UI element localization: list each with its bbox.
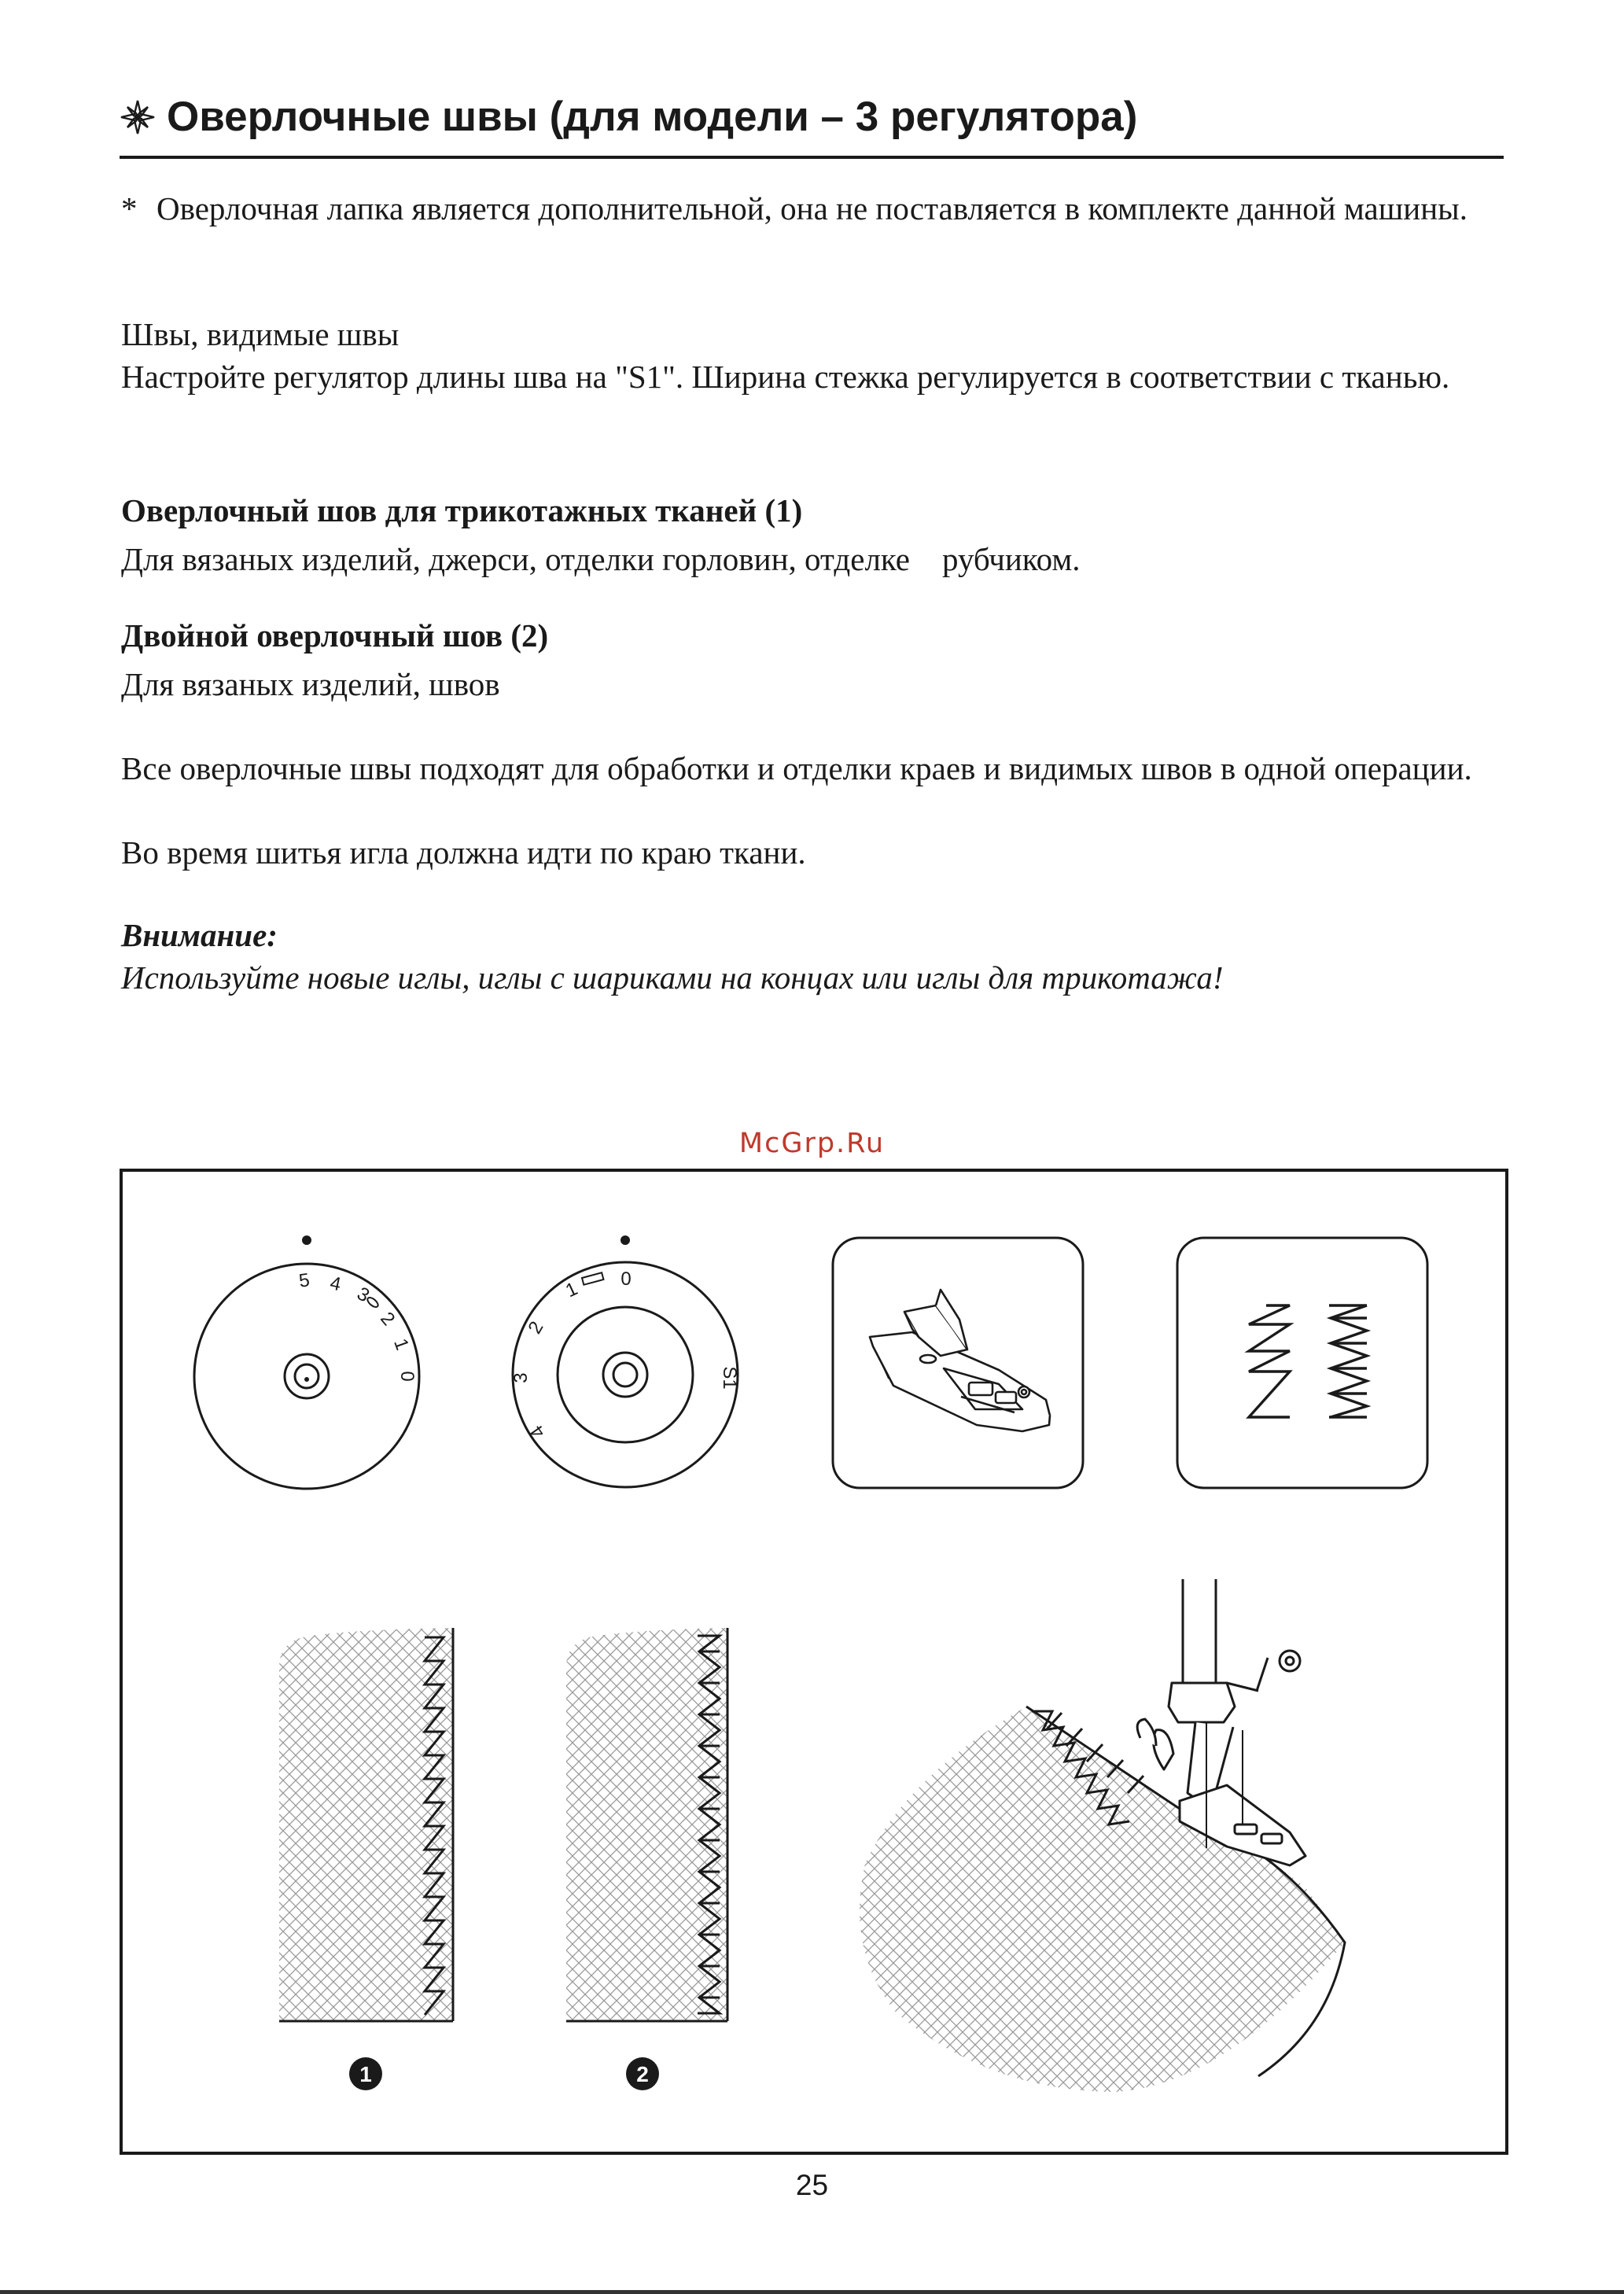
width-label-3: 3: [353, 1283, 374, 1307]
length-label-1: 1: [562, 1278, 581, 1302]
note-marker: *: [121, 190, 138, 226]
intro-title: Швы, видимые швы: [121, 316, 400, 352]
width-label-0: 0: [396, 1371, 418, 1382]
width-dial-marker-dot: [304, 1377, 309, 1382]
length-label-4: 4: [525, 1421, 550, 1442]
stitch-pattern-box: [1177, 1238, 1427, 1488]
section2-text: Для вязаных изделий, швов: [121, 666, 500, 702]
page-number: 25: [795, 2169, 829, 2201]
section1-text: Для вязаных изделий, джерси, отделки горловин, отделке рубчиком.: [121, 541, 1081, 577]
sample-label-2-text: 2: [636, 2062, 649, 2086]
overlock-foot-box: [833, 1238, 1083, 1488]
warning-text: Используйте новые иглы, иглы с шариками на концах или иглы для трикотажа!: [121, 959, 1224, 996]
length-label-s1: S1: [719, 1366, 740, 1390]
warning-heading: Внимание:: [121, 917, 278, 953]
sample-overlock-knit: [279, 1628, 453, 2021]
sample-label-1-text: 1: [359, 2062, 372, 2086]
watermark: McGrp.Ru: [738, 1128, 886, 1159]
section2-heading: Двойной оверлочный шов (2): [121, 617, 549, 654]
width-label-2: 2: [376, 1308, 400, 1330]
width-label-4: 4: [328, 1272, 343, 1296]
stitch-length-dial[interactable]: [510, 1235, 740, 1487]
length-label-2: 2: [524, 1317, 548, 1338]
page-bottom-edge: [0, 2290, 1624, 2294]
sample-label-1: [349, 2057, 382, 2090]
sewing-illustration: [860, 1579, 1345, 2092]
width-label-1: 1: [389, 1335, 414, 1353]
page-title-text: Оверлочные швы (для модели – 3 регулятора): [167, 94, 1138, 140]
sample-label-2: [626, 2057, 659, 2090]
width-dial[interactable]: [194, 1235, 419, 1489]
general-text-2: Во время шитья игла должна идти по краю ткани.: [121, 834, 806, 871]
section1-heading: Оверлочный шов для трикотажных тканей (1): [121, 492, 803, 528]
length-label-0: 0: [621, 1269, 632, 1290]
general-text: Все оверлочные швы подходят для обработки и отделки краев и видимых швов в одной операции.: [121, 750, 1472, 786]
intro-text: Настройте регулятор длины шва на "S1". Ширина стежка регулируется в соответствии с тканью.: [121, 359, 1450, 395]
note-text: Оверлочная лапка является дополнительной, она не поставляется в комплекте данной машины.: [157, 190, 1467, 226]
width-label-5: 5: [297, 1269, 311, 1292]
length-label-3: 3: [510, 1372, 532, 1383]
sample-double-overlock: [566, 1628, 727, 2021]
